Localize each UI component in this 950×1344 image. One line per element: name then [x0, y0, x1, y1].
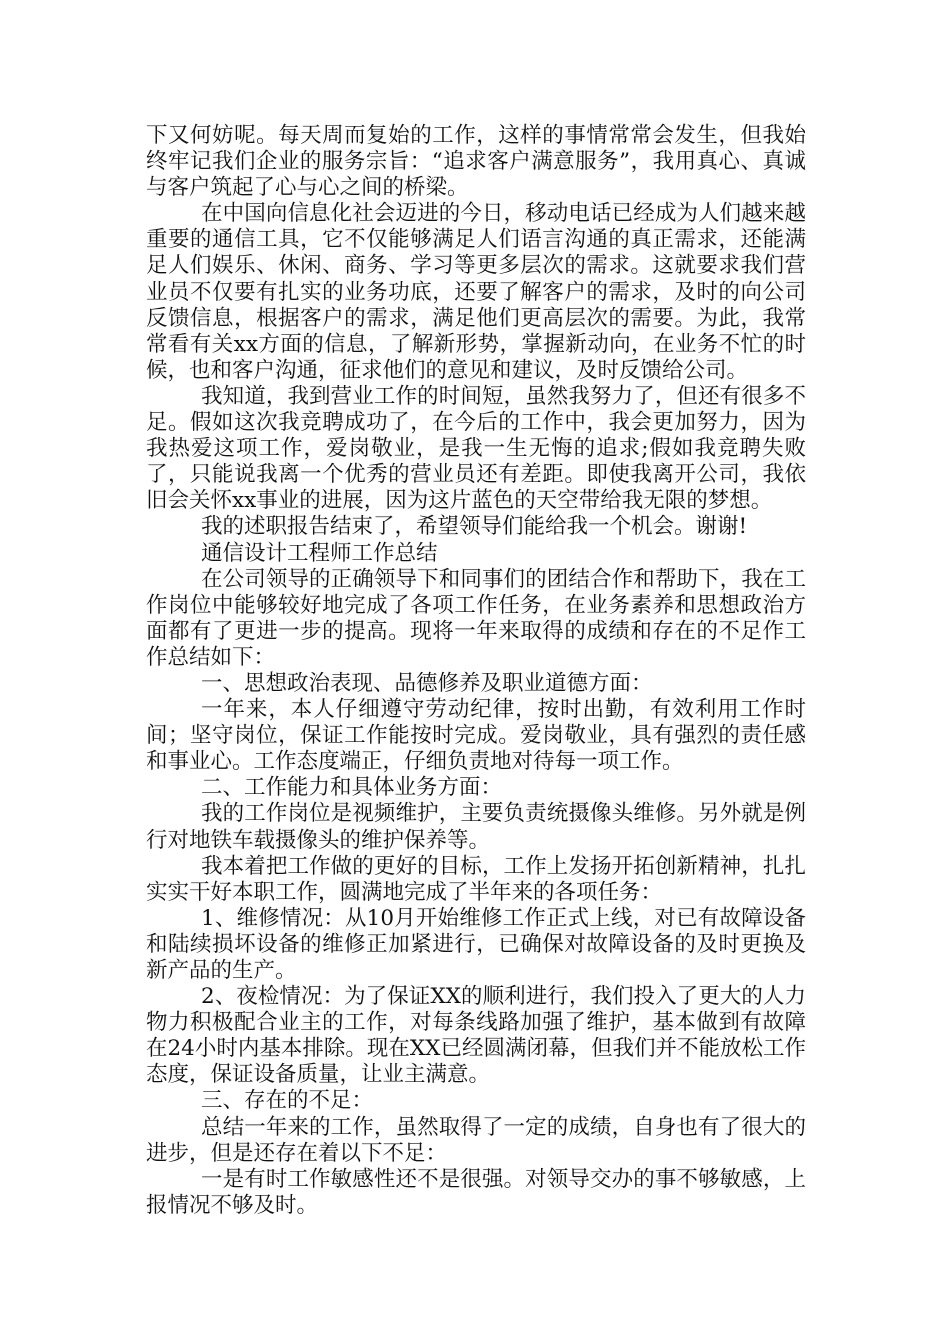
heading-work-ability: 二、工作能力和具体业务方面：	[201, 775, 503, 801]
paragraph-discipline: 一年来，本人仔细遵守劳动纪律，按时出勤，有效利用工作时间；坚守岗位，保证工作能按时完成。爱岗敬业，具有强烈的责任感和事业心。工作态度端正，仔细负责地对待每一项工作。	[146, 697, 806, 775]
paragraph-mobile-communication: 在中国向信息化社会迈进的今日，移动电话已经成为人们越来越重要的通信工具，它不仅能够满足人们语言沟通的真正需求，还能满足人们娱乐、休闲、商务、学习等更多层次的需求。这就要求我们营业员不仅要有扎实的业务功底，还要了解客户的需求，及时的向公司反馈信息，根据客户的需求，满足他们更高层次的需要。为此，我常常看有关xx方面的信息，了解新形势，掌握新动向，在业务不忙的时候，也和客户沟通，征求他们的意见和建议，及时反馈给公司。	[146, 201, 806, 383]
paragraph-shortcoming-one: 一是有时工作敏感性还不是很强。对领导交办的事不够敏感，上报情况不够及时。	[146, 1166, 806, 1218]
paragraph-introduction: 在公司领导的正确领导下和同事们的团结合作和帮助下，我在工作岗位中能够较好地完成了各项工作任务，在业务素养和思想政治方面都有了更进一步的提高。现将一年来取得的成绩和存在的不足作工作总结如下：	[146, 566, 806, 670]
paragraph-self-assessment: 我知道，我到营业工作的时间短，虽然我努力了，但还有很多不足。假如这次我竞聘成功了，在今后的工作中，我会更加努力，因为我热爱这项工作，爱岗敬业，是我一生无悔的追求;假如我竞聘失败了，只能说我离一个优秀的营业员还有差距。即使我离开公司，我依旧会关怀xx事业的进展，因为这片蓝色的天空带给我无限的梦想。	[146, 383, 806, 514]
section-title: 通信设计工程师工作总结	[201, 540, 438, 566]
heading-political-performance: 一、思想政治表现、品德修养及职业道德方面：	[201, 670, 653, 696]
heading-shortcomings: 三、存在的不足：	[201, 1088, 374, 1114]
paragraph-work-goal: 我本着把工作做的更好的目标，工作上发扬开拓创新精神，扎扎实实干好本职工作，圆满地完成了半年来的各项任务：	[146, 853, 806, 905]
paragraph-maintenance: 1、维修情况：从10月开始维修工作正式上线，对已有故障设备和陆续损坏设备的维修正加紧进行，已确保对故障设备的及时更换及新产品的生产。	[146, 905, 806, 983]
body-text	[146, 123, 806, 1219]
paragraph-summary: 总结一年来的工作，虽然取得了一定的成绩，自身也有了很大的进步，但是还存在着以下不足：	[146, 1114, 806, 1166]
paragraph-night-inspection: 2、夜检情况：为了保证XX的顺利进行，我们投入了更大的人力物力积极配合业主的工作，对每条线路加强了维护，基本做到有故障在24小时内基本排除。现在XX已经圆满闭幕，但我们并不能放松工作态度，保证设备质量，让业主满意。	[146, 984, 806, 1088]
paragraph-closing-remarks: 我的述职报告结束了，希望领导们能给我一个机会。谢谢!	[201, 514, 748, 540]
paragraph-job-role: 我的工作岗位是视频维护，主要负责统摄像头维修。另外就是例行对地铁车载摄像头的维护保养等。	[146, 801, 806, 853]
paragraph-continuation: 下又何妨呢。每天周而复始的工作，这样的事情常常会发生，但我始终牢记我们企业的服务宗旨：“追求客户满意服务”，我用真心、真诚与客户筑起了心与心之间的桥梁。	[146, 123, 806, 201]
